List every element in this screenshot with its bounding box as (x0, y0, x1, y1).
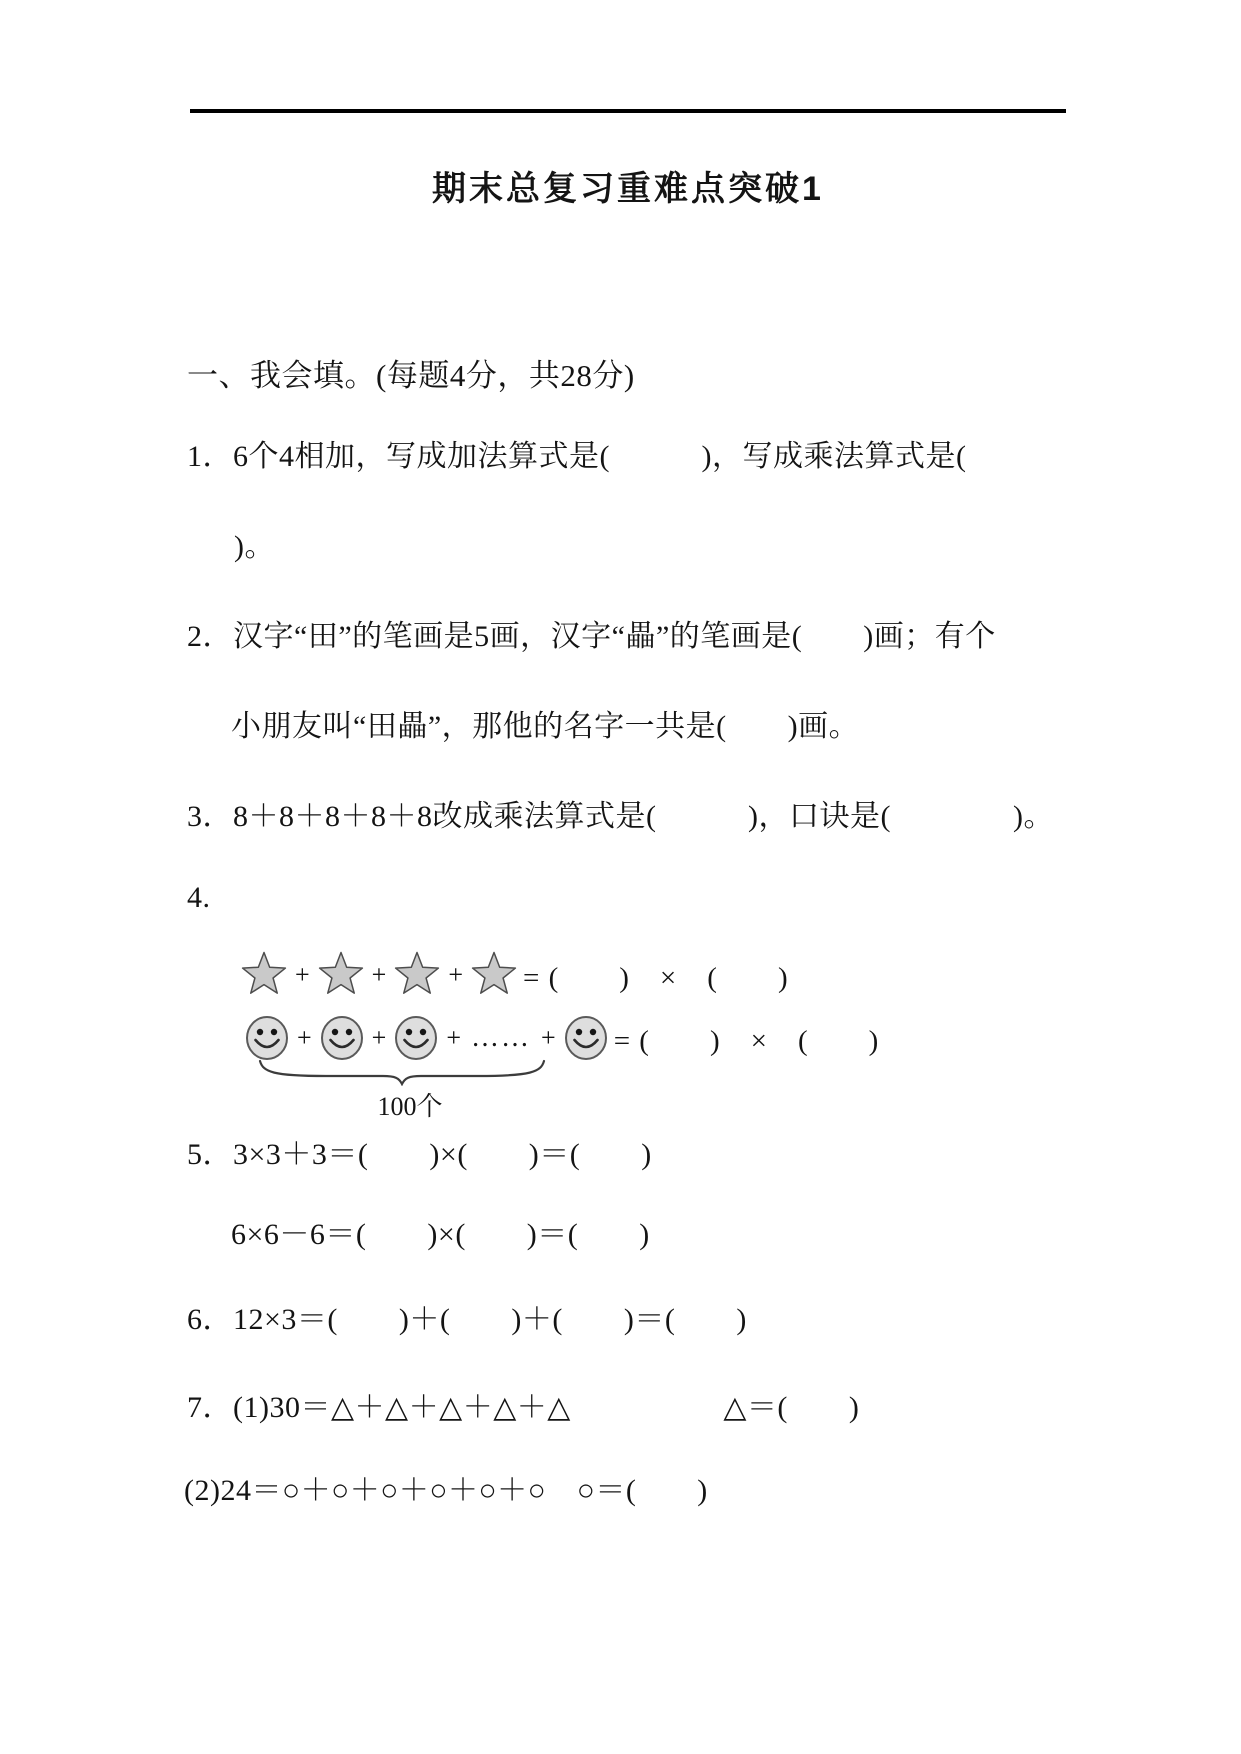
plus-sign: + (371, 1023, 387, 1052)
star-icon (316, 949, 366, 1001)
question-1-line-2: )。 (234, 530, 275, 563)
smiley-row-equation: = ( ) × ( ) (613, 1024, 880, 1057)
star-row-equation: = ( ) × ( ) (523, 961, 789, 994)
section-heading: 一、我会填。(每题4分，共28分) (187, 358, 635, 393)
question-7-line-1: 7．(1)30＝△＋△＋△＋△＋△ △＝( ) (187, 1391, 860, 1424)
question-3-line: 3．8＋8＋8＋8＋8改成乘法算式是( )，口诀是( )。 (187, 800, 1054, 833)
smiley-count-label: 100个 (377, 1092, 443, 1121)
page-title: 期末总复习重难点突破1 (432, 170, 824, 208)
question-2-line-1: 2．汉字“田”的笔画是5画，汉字“畾”的笔画是( )画；有个 (187, 620, 996, 653)
question-4-smiley-row (243, 1013, 879, 1063)
smiley-icon (564, 1015, 608, 1061)
question-5-line-1: 5．3×3＋3＝( )×( )＝( ) (187, 1138, 652, 1171)
plus-sign: + (371, 960, 387, 989)
plus-sign: + (446, 1023, 462, 1052)
header-rule (190, 109, 1066, 113)
underbrace-icon (256, 1058, 548, 1086)
question-2-line-2: 小朋友叫“田畾”，那他的名字一共是( )画。 (231, 710, 860, 743)
question-7-line-2: (2)24＝○＋○＋○＋○＋○＋○ ○＝( ) (184, 1474, 708, 1507)
star-icon (392, 949, 442, 1001)
question-4-star-row (239, 946, 789, 1004)
smiley-icon (394, 1015, 438, 1061)
star-icon (469, 949, 519, 1001)
plus-sign: + (541, 1023, 556, 1052)
ellipsis-dots: …… (471, 1022, 532, 1053)
question-6-line: 6．12×3＝( )＋( )＋( )＝( ) (187, 1303, 747, 1336)
smiley-icon (320, 1015, 364, 1061)
question-1-line-1: 1．6个4相加，写成加法算式是( )，写成乘法算式是( (187, 440, 967, 473)
plus-sign: + (297, 1023, 312, 1052)
plus-sign: + (448, 960, 464, 989)
star-icon (239, 949, 289, 1001)
question-5-line-2: 6×6－6＝( )×( )＝( ) (231, 1218, 650, 1251)
plus-sign: + (295, 960, 310, 989)
question-4-label: 4. (187, 881, 211, 914)
smiley-icon (245, 1015, 289, 1061)
